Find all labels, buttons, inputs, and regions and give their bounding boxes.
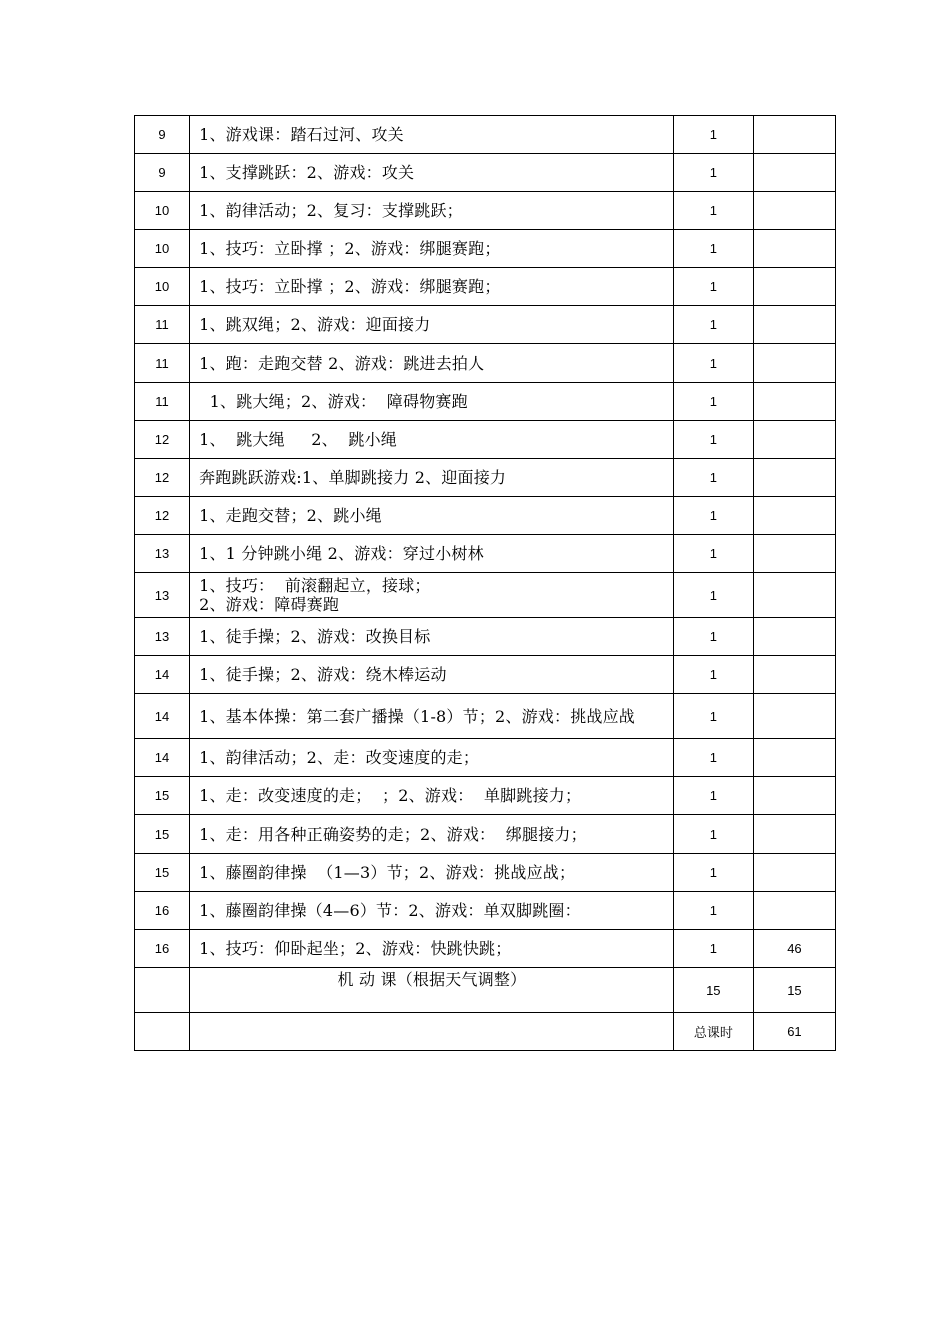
week-cell: 16 xyxy=(135,892,190,930)
total-cell xyxy=(753,192,835,230)
hours-cell: 1 xyxy=(673,497,753,535)
total-cell xyxy=(753,815,835,854)
hours-cell: 1 xyxy=(673,573,753,618)
flex-lesson-row xyxy=(135,968,836,1013)
week-cell: 13 xyxy=(135,618,190,656)
week-cell: 12 xyxy=(135,497,190,535)
flex-lesson-label: 机 动 课（根据天气调整） xyxy=(190,968,674,1013)
total-cell xyxy=(753,573,835,618)
table-row xyxy=(135,535,836,573)
flex-hours-cell: 15 xyxy=(673,968,753,1013)
hours-cell: 1 xyxy=(673,892,753,930)
hours-cell: 1 xyxy=(673,306,753,344)
hours-cell: 1 xyxy=(673,739,753,777)
week-cell: 15 xyxy=(135,815,190,854)
lesson-content-cell: 1、藤圈韵律操（4—6）节：2、游戏：单双脚跳圈： xyxy=(190,892,674,930)
week-cell: 12 xyxy=(135,459,190,497)
lesson-content-cell: 1、跳双绳；2、游戏：迎面接力 xyxy=(190,306,674,344)
table-row xyxy=(135,383,836,421)
week-cell: 12 xyxy=(135,421,190,459)
week-cell: 13 xyxy=(135,535,190,573)
lesson-content-cell: 1、技巧： 前滚翻起立，接球； 2、游戏：障碍赛跑 xyxy=(190,573,674,618)
table-row xyxy=(135,656,836,694)
hours-cell: 1 xyxy=(673,230,753,268)
week-cell: 15 xyxy=(135,777,190,815)
lesson-content-cell: 1、技巧：立卧撑 ；2、游戏：绑腿赛跑； xyxy=(190,268,674,306)
week-cell: 14 xyxy=(135,656,190,694)
hours-cell: 1 xyxy=(673,344,753,383)
hours-cell: 1 xyxy=(673,777,753,815)
lesson-content-cell: 奔跑跳跃游戏:1、单脚跳接力 2、迎面接力 xyxy=(190,459,674,497)
total-cell xyxy=(753,306,835,344)
table-row xyxy=(135,892,836,930)
hours-cell: 1 xyxy=(673,383,753,421)
total-cell xyxy=(753,459,835,497)
lesson-content-cell: 1、1 分钟跳小绳 2、游戏：穿过小树林 xyxy=(190,535,674,573)
total-cell xyxy=(753,535,835,573)
flex-total-cell: 15 xyxy=(753,968,835,1013)
summary-row xyxy=(135,1013,836,1051)
hours-cell: 1 xyxy=(673,192,753,230)
table-row xyxy=(135,497,836,535)
total-cell xyxy=(753,154,835,192)
lesson-content-cell: 1、 跳大绳 2、 跳小绳 xyxy=(190,421,674,459)
table-row xyxy=(135,230,836,268)
table-row xyxy=(135,154,836,192)
lesson-content-cell: 1、技巧：立卧撑 ；2、游戏：绑腿赛跑； xyxy=(190,230,674,268)
total-cell xyxy=(753,116,835,154)
total-cell xyxy=(753,854,835,892)
hours-cell: 1 xyxy=(673,116,753,154)
week-cell: 9 xyxy=(135,116,190,154)
lesson-content-cell: 1、徒手操；2、游戏：绕木棒运动 xyxy=(190,656,674,694)
table-row xyxy=(135,694,836,739)
total-cell xyxy=(753,739,835,777)
lesson-content-cell: 1、韵律活动；2、复习：支撑跳跃； xyxy=(190,192,674,230)
lesson-content-cell: 1、基本体操：第二套广播操（1-8）节；2、游戏：挑战应战 xyxy=(190,694,674,739)
table-row xyxy=(135,421,836,459)
total-cell xyxy=(753,421,835,459)
hours-cell: 1 xyxy=(673,421,753,459)
lesson-content-cell: 1、跳大绳；2、游戏： 障碍物赛跑 xyxy=(190,383,674,421)
lesson-content-cell: 1、游戏课：踏石过河、攻关 xyxy=(190,116,674,154)
hours-cell: 1 xyxy=(673,459,753,497)
table-row xyxy=(135,459,836,497)
lesson-content-cell: 1、徒手操；2、游戏：改换目标 xyxy=(190,618,674,656)
week-cell: 11 xyxy=(135,306,190,344)
week-cell: 10 xyxy=(135,268,190,306)
lesson-content-cell: 1、走跑交替；2、跳小绳 xyxy=(190,497,674,535)
table-row xyxy=(135,116,836,154)
schedule-table xyxy=(134,115,836,1051)
table-row xyxy=(135,306,836,344)
week-cell: 10 xyxy=(135,230,190,268)
hours-cell: 1 xyxy=(673,854,753,892)
week-cell: 14 xyxy=(135,694,190,739)
week-cell: 11 xyxy=(135,344,190,383)
lesson-content-cell: 1、走：改变速度的走； ；2、游戏： 单脚跳接力； xyxy=(190,777,674,815)
total-cell xyxy=(753,618,835,656)
table-row xyxy=(135,777,836,815)
hours-cell: 1 xyxy=(673,815,753,854)
total-cell xyxy=(753,656,835,694)
table-row xyxy=(135,573,836,618)
week-cell: 15 xyxy=(135,854,190,892)
table-row xyxy=(135,739,836,777)
lesson-content-cell: 1、韵律活动；2、走：改变速度的走； xyxy=(190,739,674,777)
empty-week-cell xyxy=(135,1013,190,1051)
week-cell: 16 xyxy=(135,930,190,968)
table-row xyxy=(135,192,836,230)
total-cell xyxy=(753,497,835,535)
empty-content-cell xyxy=(190,1013,674,1051)
hours-cell: 1 xyxy=(673,618,753,656)
table-row xyxy=(135,618,836,656)
lesson-content-cell: 1、跑：走跑交替 2、游戏：跳进去拍人 xyxy=(190,344,674,383)
hours-cell: 1 xyxy=(673,656,753,694)
hours-cell: 1 xyxy=(673,268,753,306)
lesson-content-cell: 1、走：用各种正确姿势的走；2、游戏： 绑腿接力； xyxy=(190,815,674,854)
total-cell xyxy=(753,230,835,268)
total-cell xyxy=(753,344,835,383)
table-body xyxy=(135,116,836,1051)
lesson-content-cell: 1、支撑跳跃：2、游戏：攻关 xyxy=(190,154,674,192)
week-cell: 14 xyxy=(135,739,190,777)
total-cell xyxy=(753,892,835,930)
total-cell: 46 xyxy=(753,930,835,968)
lesson-content-cell: 1、藤圈韵律操 （1—3）节；2、游戏：挑战应战； xyxy=(190,854,674,892)
hours-cell: 1 xyxy=(673,694,753,739)
week-cell: 13 xyxy=(135,573,190,618)
total-cell xyxy=(753,268,835,306)
week-cell: 9 xyxy=(135,154,190,192)
table-row xyxy=(135,930,836,968)
total-hours-label: 总课时 xyxy=(673,1013,753,1051)
hours-cell: 1 xyxy=(673,930,753,968)
hours-cell: 1 xyxy=(673,535,753,573)
table-row xyxy=(135,815,836,854)
lesson-content-cell: 1、技巧：仰卧起坐；2、游戏：快跳快跳； xyxy=(190,930,674,968)
week-cell: 10 xyxy=(135,192,190,230)
table-row xyxy=(135,344,836,383)
total-cell xyxy=(753,383,835,421)
table-row xyxy=(135,268,836,306)
total-cell xyxy=(753,777,835,815)
total-cell xyxy=(753,694,835,739)
table-row xyxy=(135,854,836,892)
week-cell: 11 xyxy=(135,383,190,421)
empty-week-cell xyxy=(135,968,190,1013)
total-hours-value: 61 xyxy=(753,1013,835,1051)
hours-cell: 1 xyxy=(673,154,753,192)
